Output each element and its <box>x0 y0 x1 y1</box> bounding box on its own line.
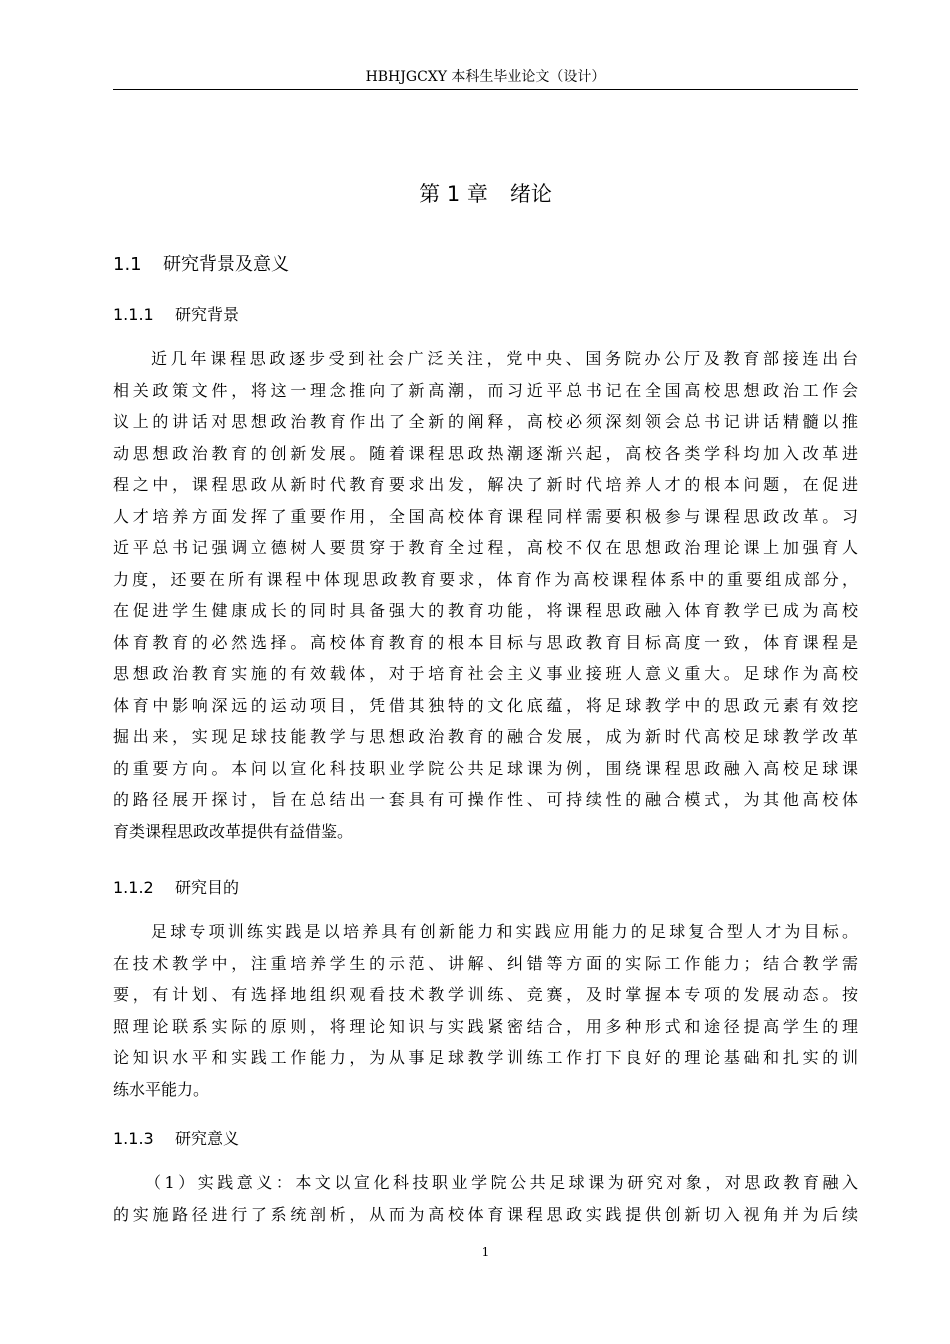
text-line: 的路径展开探讨，旨在总结出一套具有可操作性、可持续性的融合模式，为其他高校体 <box>113 790 858 809</box>
subsection-number: 1.1.2 <box>113 878 154 897</box>
subsection-title: 研究意义 <box>175 1129 240 1148</box>
section-number: 1.1 <box>113 254 142 275</box>
text-line: 近几年课程思政逐步受到社会广泛关注，党中央、国务院办公厅及教育部接连出台 <box>151 349 858 368</box>
section-heading-1-1 <box>113 252 289 278</box>
text-line: 相关政策文件，将这一理念推向了新高潮，而习近平总书记在全国高校思想政治工作会 <box>113 380 858 400</box>
text-line: 力度，还要在所有课程中体现思政教育要求，体育作为高校课程体系中的重要组成部分， <box>113 569 858 589</box>
text-line: 论知识水平和实践工作能力，为从事足球教学训练工作打下良好的理论基础和扎实的训 <box>113 1048 858 1067</box>
paragraph-significance <box>113 1167 858 1230</box>
text-line: 足球专项训练实践是以培养具有创新能力和实践应用能力的足球复合型人才为目标。 <box>151 922 858 941</box>
subsection-heading-1-1-2 <box>113 876 239 900</box>
subsection-title: 研究目的 <box>175 878 240 897</box>
page-number: 1 <box>481 1245 490 1259</box>
text-line: 练水平能力。 <box>113 1079 210 1099</box>
text-line: 的重要方向。本问以宣化科技职业学院公共足球课为例，围绕课程思政融入高校足球课 <box>113 758 858 778</box>
section-title: 研究背景及意义 <box>163 254 289 275</box>
subsection-heading-1-1-3 <box>113 1127 239 1151</box>
text-line: 程之中，课程思政从新时代教育要求出发，解决了新时代培养人才的根本问题，在促进 <box>113 475 858 494</box>
page-header: HBHJGCXY 本科生毕业论文（设计） <box>365 69 606 85</box>
subsection-number: 1.1.1 <box>113 305 154 324</box>
text-line: 体育教育的必然选择。高校体育教育的根本目标与思政教育目标高度一致，体育课程是 <box>113 632 858 652</box>
paragraph-purpose <box>113 916 858 1105</box>
text-line: 掘出来，实现足球技能教学与思想政治教育的融合发展，成为新时代高校足球教学改革 <box>113 727 858 746</box>
text-line: 育类课程思政改革提供有益借鉴。 <box>113 821 354 841</box>
chapter-heading <box>113 179 858 209</box>
paragraph-background <box>113 343 858 847</box>
text-line: 体育中影响深远的运动项目，凭借其独特的文化底蕴，将足球教学中的思政元素有效挖 <box>113 695 858 715</box>
text-line: 在技术教学中，注重培养学生的示范、讲解、纠错等方面的实际工作能力；结合教学需 <box>113 953 858 973</box>
text-line: （1）实践意义：本文以宣化科技职业学院公共足球课为研究对象，对思政教育融入 <box>145 1173 858 1192</box>
text-line: 思想政治教育实施的有效载体，对于培育社会主义事业接班人意义重大。足球作为高校 <box>113 664 858 683</box>
subsection-title: 研究背景 <box>175 305 240 324</box>
chapter-title: 绪论 <box>509 182 552 206</box>
subsection-number: 1.1.3 <box>113 1129 154 1148</box>
subsection-heading-1-1-1 <box>113 303 239 327</box>
text-line: 照理论联系实际的原则，将理论知识与实践紧密结合，用多种形式和途径提高学生的理 <box>113 1016 858 1036</box>
text-line: 近平总书记强调立德树人要贯穿于教育全过程，高校不仅在思想政治理论课上加强育人 <box>113 538 858 557</box>
text-line: 人才培养方面发挥了重要作用，全国高校体育课程同样需要积极参与课程思政改革。习 <box>113 506 858 526</box>
text-line: 议上的讲话对思想政治教育作出了全新的阐释，高校必须深刻领会总书记讲话精髓以推 <box>113 412 858 431</box>
header-divider <box>113 89 858 90</box>
text-line: 动思想政治教育的创新发展。随着课程思政热潮逐渐兴起，高校各类学科均加入改革进 <box>113 443 858 463</box>
text-line: 要，有计划、有选择地组织观看技术教学训练、竞赛，及时掌握本专项的发展动态。按 <box>113 985 858 1004</box>
text-line: 的实施路径进行了系统剖析，从而为高校体育课程思政实践提供创新切入视角并为后续 <box>113 1204 858 1224</box>
chapter-number: 第 1 章 <box>419 182 488 206</box>
text-line: 在促进学生健康成长的同时具备强大的教育功能，将课程思政融入体育教学已成为高校 <box>113 601 858 620</box>
